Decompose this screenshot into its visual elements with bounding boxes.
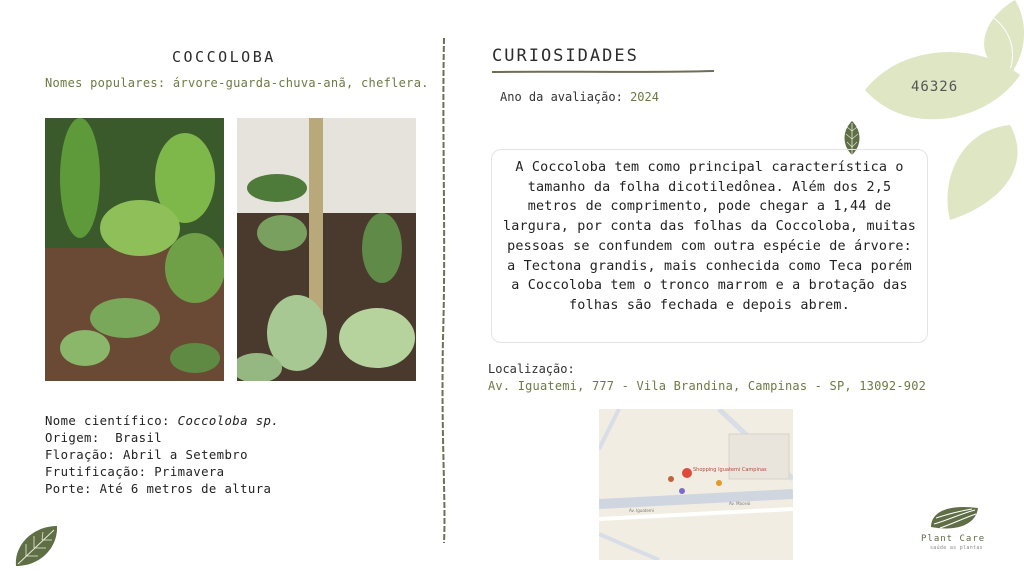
plant-photo-2 [237,118,416,381]
map-label-shopping: Shopping Iguatemi Campinas [693,467,767,473]
fact-origin: Origem: Brasil [45,431,163,446]
curiosities-title: CURIOSIDADES [492,46,639,66]
location-address[interactable]: Av. Iguatemi, 777 - Vila Brandina, Campinas - SP, 13092-902 [488,379,927,393]
plant-photo-1 [45,118,224,381]
location-map[interactable] [599,409,793,560]
location-label: Localização: [488,362,575,376]
plant-care-logo-icon [928,502,982,532]
map-label-road-1: Av. Iguatemi [629,508,654,513]
plant-facts [45,413,279,498]
plant-title: COCCOLOBA [172,48,276,66]
popular-names: Nomes populares: árvore-guarda-chuva-anã, cheflera. [45,76,429,90]
map-label-road-2: Av. Maceió [729,501,751,506]
evaluation-year: Ano da avaliação: 2024 [500,90,659,104]
vertical-divider [440,38,448,543]
brand-name: Plant Care [921,534,986,544]
brand-tagline: saúde as plantas [930,545,983,551]
fact-fruiting: Frutificação: Primavera [45,465,225,480]
badge-number: 46326 [911,79,959,95]
title-underline [492,70,714,74]
fact-flowering: Floração: Abril a Setembro [45,448,248,463]
curiosity-card: A Coccoloba tem como principal característica o tamanho da folha dicotiledônea. Além dos 2,5 metros de comprimento, pode chegar a 1,44 de largura, por conta das folhas da Coccoloba, muitas pessoas se confundem com outra espécie de árvore: a Tectona grandis, mais conhecida como Teca porém a Coccoloba tem o tronco marrom e a brotação das folhas são fechada e depois abrem. [491,149,928,343]
fact-size: Porte: Até 6 metros de altura [45,482,272,497]
leaf-icon [12,522,62,570]
map-pin-icon [682,468,692,478]
fact-scientific-name: Nome científico: Coccoloba sp. [45,414,280,428]
